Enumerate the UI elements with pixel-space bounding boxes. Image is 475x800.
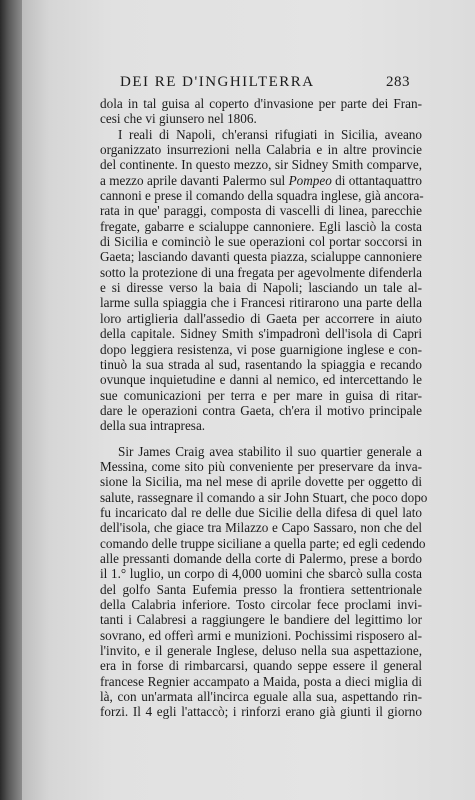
text-line: e si diresse verso la baia di Napoli; lasciando un tale al- <box>100 280 422 296</box>
text-line: sue comunicazioni per terra e per mare in guisa di ritar- <box>100 387 422 403</box>
page-number: 283 <box>386 74 410 90</box>
text-line: del continente. In questo mezzo, sir Sidney Smith comparve, <box>100 157 422 173</box>
text-line: tanti i Calabresi a raggiungere le bandiere del legittimo lor <box>100 612 422 628</box>
text-line: organizzato insurrezioni nella Calabria e in altre provincie <box>100 142 422 158</box>
text-line: rata in que' paraggi, composta di vascelli di linea, parecchie <box>100 203 422 219</box>
text-line: larme sulla spiaggia che i Francesi ritirarono una parte della <box>100 295 422 311</box>
text-line: sovrano, ed offerì armi e munizioni. Pochissimi risposero al- <box>100 627 422 643</box>
text-line: il 1.° luglio, un corpo di 4,000 uomini che sbarcò sulla costa <box>100 566 422 582</box>
page-header <box>120 74 410 96</box>
text-line: era in forse di rimbarcarsi, quando seppe essere il general <box>100 658 422 674</box>
text-line: I reali di Napoli, ch'eransi rifugiati in Sicilia, aveano <box>118 126 422 142</box>
text-line: comando delle truppe siciliane a quella parte; ed egli cedendo <box>100 535 426 551</box>
book-spine-shadow <box>0 0 22 800</box>
text-line: dopo leggiera resistenza, vi pose guarnigione inglese e con- <box>100 341 422 357</box>
text-line: a mezzo aprile davanti Palermo sul Pompeo di ottantaquattro <box>100 172 423 188</box>
ship-name: Pompeo <box>288 172 332 188</box>
text-line: dare le operazioni contra Gaeta, ch'era il motivo principale <box>100 402 422 418</box>
text-line: cesi che vi giunsero nel 1806. <box>100 111 257 127</box>
text-line: fu incaricato dal re delle due Sicilie della difesa di quel lato <box>100 504 422 520</box>
text-line: del golfo Santa Eufemia presso la frontiera settentrionale <box>100 581 422 597</box>
text-line: alle pressanti domande della corte di Palermo, prese a bordo <box>100 550 422 566</box>
text-line: di Sicilia e cominciò le sue operazioni col portar soccorsi in <box>100 234 422 250</box>
text-line: l'invito, e il generale Inglese, deluso nella sua aspettazione, <box>100 643 422 659</box>
text-line: dola in tal guisa al coperto d'invasione per parte dei Fran- <box>100 96 422 111</box>
text-line: sotto la protezione di una fregata per agevolmente difenderla <box>100 264 422 280</box>
text-line: fregate, gabarre e scialuppe cannoniere. Egli lasciò la costa <box>100 218 422 234</box>
text-line: francese Regnier accampato a Maida, posta a dieci miglia di <box>100 673 422 689</box>
text-line: della Calabria inferiore. Tosto circolar fece proclami invi- <box>100 597 422 612</box>
text-line: dell'isola, che giace tra Milazzo e Capo Sassaro, non che del <box>100 520 422 536</box>
text-line: della sua intrapresa. <box>100 418 206 434</box>
body-text <box>100 96 428 720</box>
text-line: tinuò la sua strada al sud, rasentando la spiaggia e recando <box>100 356 422 372</box>
text-line: Gaeta; lasciando davanti questa piazza, scialuppe cannoniere <box>100 249 422 265</box>
text-line: cannoni e prese il comando della squadra inglese, già ancora- <box>100 188 424 204</box>
text-line: Sir James Craig avea stabilito il suo quartier generale a <box>118 443 422 459</box>
text-line: sione la Sicilia, ma nel mese di aprile dovette per oggetto di <box>100 474 422 490</box>
text-line: loro artiglieria dall'assedio di Gaeta per accorrere in aiuto <box>100 310 422 326</box>
text-line: là, con un'armata all'incirca eguale alla sua, aspettando rin- <box>100 689 422 705</box>
text-line: ovunque inquietudine e danni al nemico, ed intercettando le <box>100 372 422 388</box>
text-line: della capitale. Sidney Smith s'impadronì dell'isola di Capri <box>100 326 422 342</box>
paragraph-gap <box>100 434 422 444</box>
text-line: salute, rassegnare il comando a sir John Stuart, che poco dopo <box>100 489 428 505</box>
text-line: Messina, come sito più conveniente per preservare da inva- <box>100 458 422 474</box>
text-line: forzi. Il 4 egli l'attaccò; i rinforzi erano già giunti il giorno <box>100 704 422 720</box>
running-title: DEI RE D'INGHILTERRA <box>120 74 315 90</box>
